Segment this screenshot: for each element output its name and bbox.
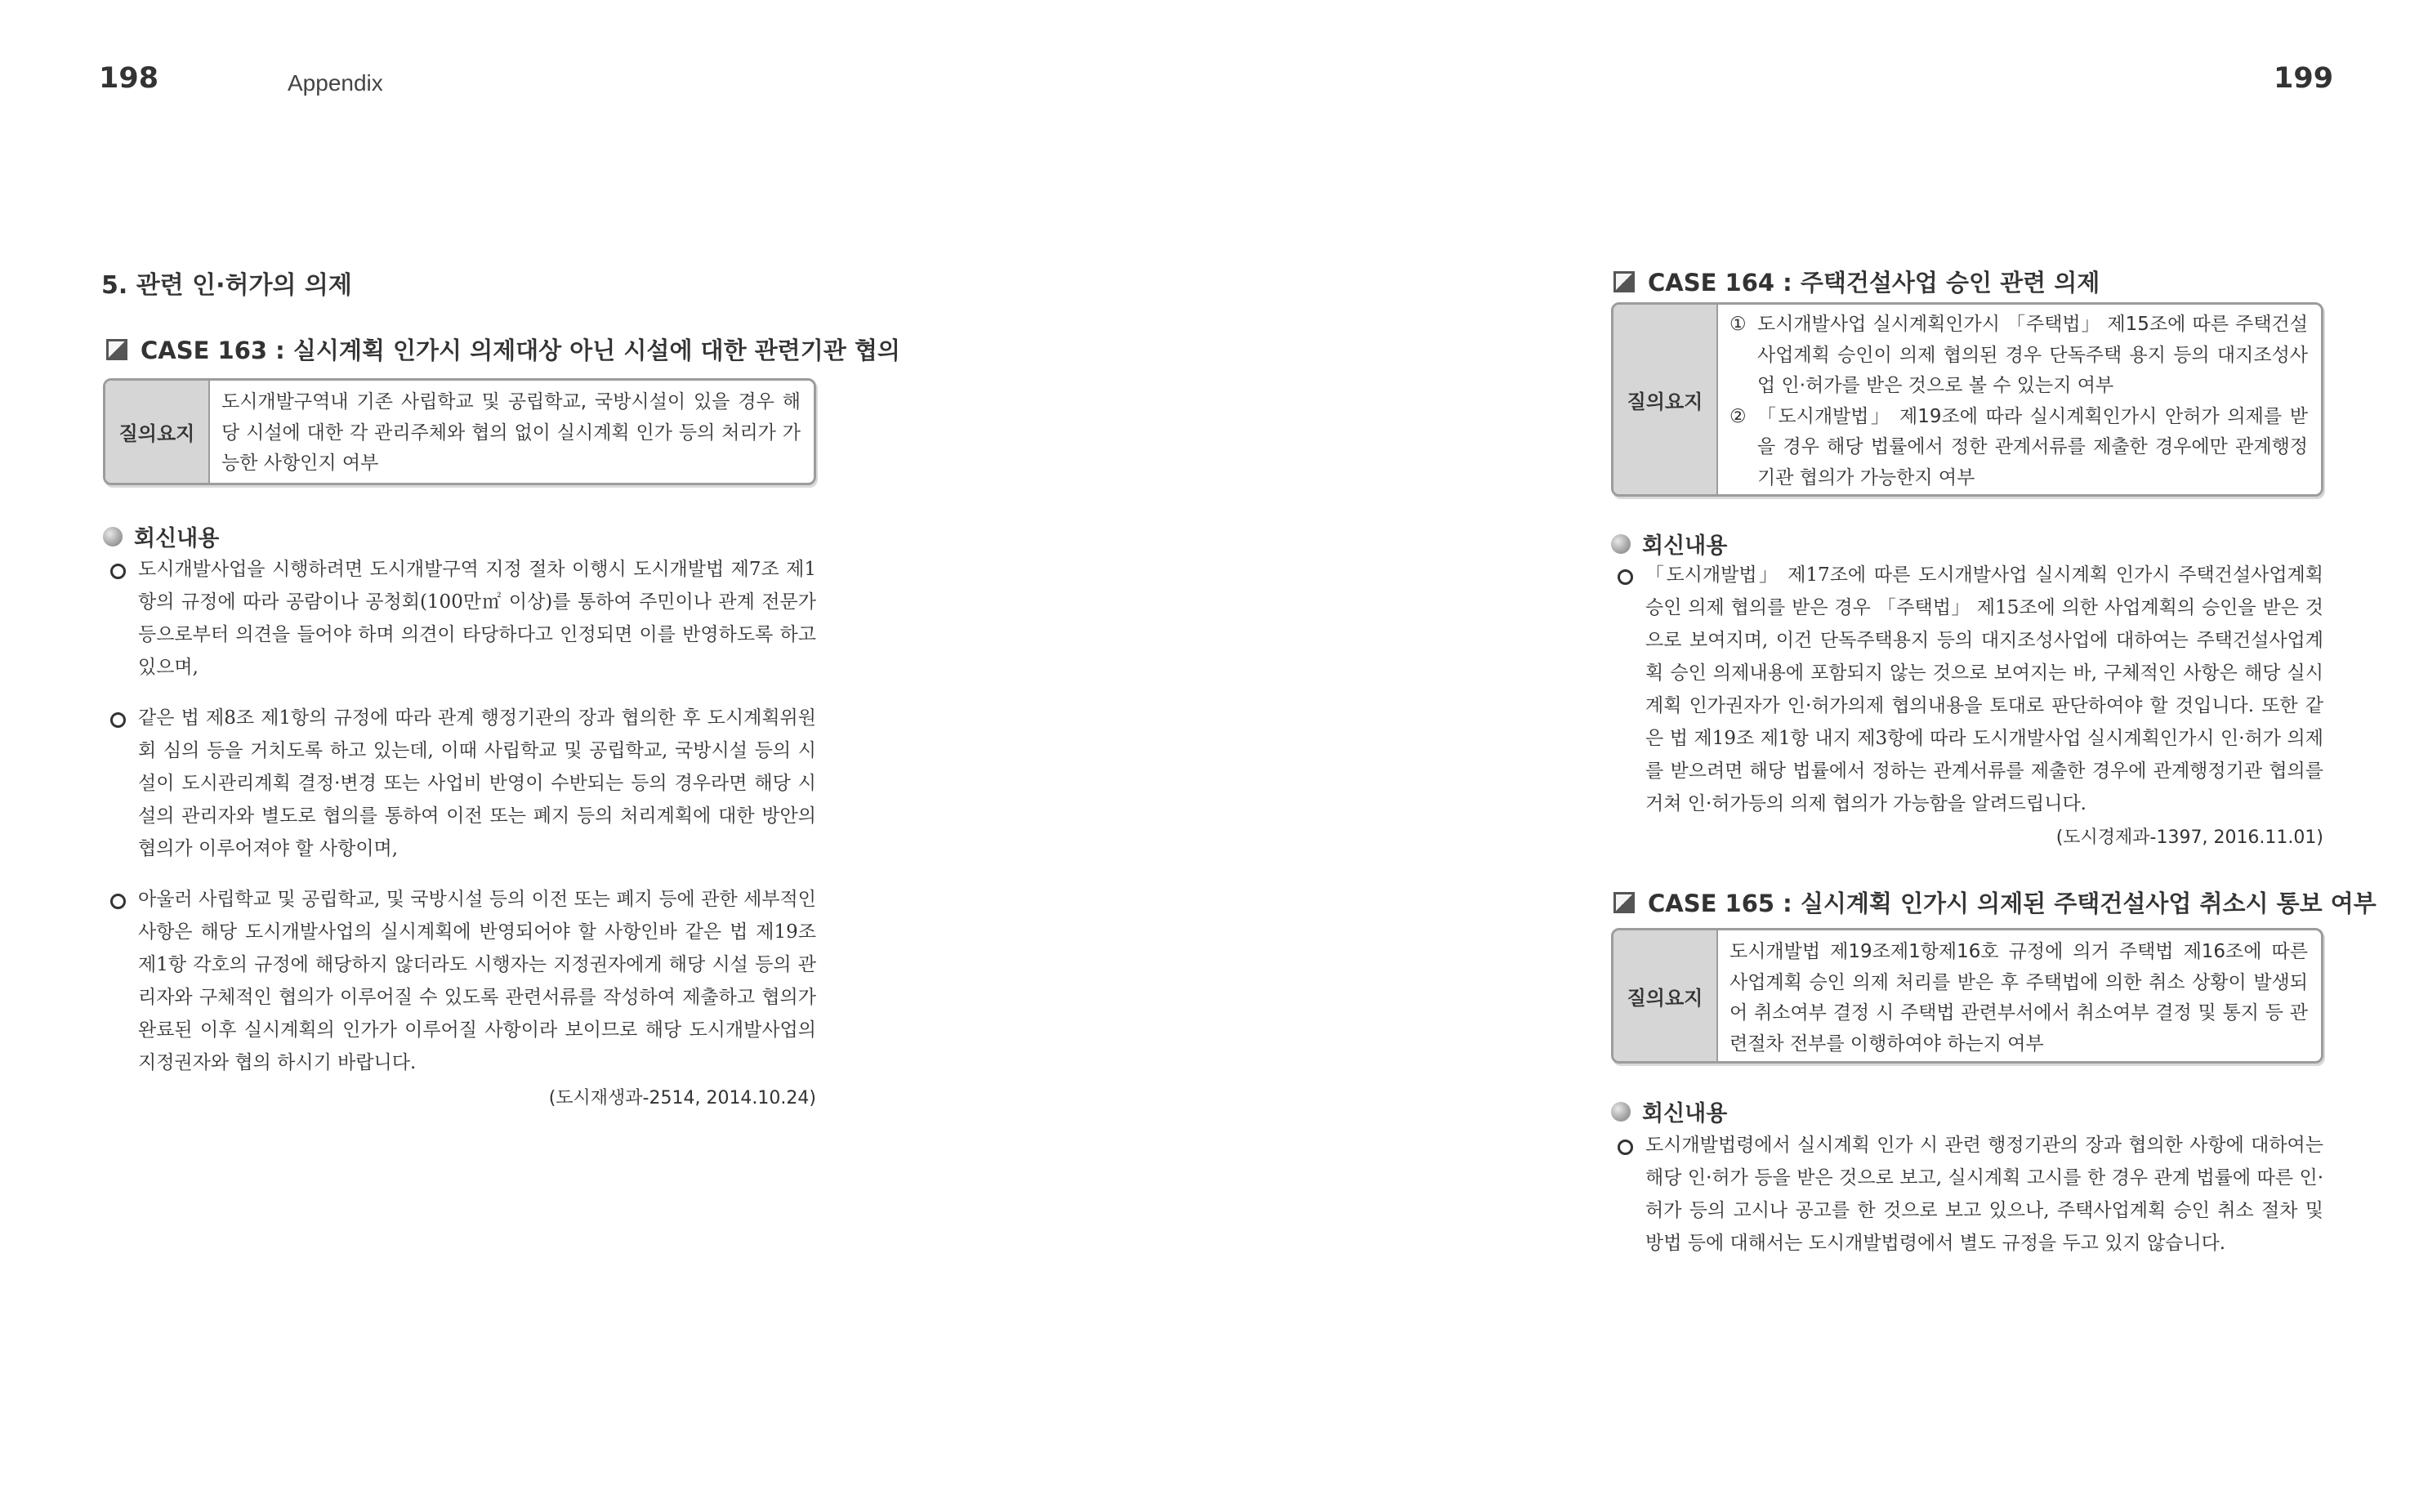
- paragraph-text: 「도시개발법」 제17조에 따른 도시개발사업 실시계획 인가시 주택건설사업계획 승인 의제 협의를 받은 경우 「주택법」 제15조에 의한 사업계획의 승인을 받은 것으로 보여지며, 이건 단독주택용지 등의 대지조성사업에 대하여는 주택건설사업계획 승인 의제내용에 포함되지 않는 것으로 보여지는 바, 구체적인 사항은 해당 실시계획 인가권자가 인·허가의제 협의내용을 토대로 판단하여야 할 것입니다. 또한 같은 법 제19조 제1항 내지 제3항에 따라 도시개발사업 실시계획인가시 인·허가 의제를 받으려면 해당 법률에서 정하는 관계서류를 제출한 경우에 관계행정기관 협의를 거쳐 인·허가등의 의제 협의가 가능함을 알려드립니다.: [1645, 564, 2323, 814]
- case-163-reply-body: [110, 553, 816, 1109]
- case-163-title-text: CASE 163 : 실시계획 인가시 의제대상 아닌 시설에 대한 관련기관 협의: [141, 337, 900, 364]
- case-164-reply-heading: [1611, 528, 1727, 560]
- question-item: [1729, 310, 2308, 402]
- case-icon: [1613, 892, 1635, 913]
- circle-bullet-icon: [110, 702, 138, 865]
- reply-bullet-icon: [1611, 1102, 1631, 1122]
- question-label: 질의요지: [1613, 305, 1718, 494]
- case-165-reply-body: [1618, 1129, 2323, 1260]
- circle-bullet-icon: [1618, 1129, 1645, 1260]
- question-label: 질의요지: [1613, 930, 1718, 1061]
- case-164-reply-body: [1618, 559, 2323, 849]
- case-163-question-text: 도시개발구역내 기존 사립학교 및 공립학교, 국방시설이 있을 경우 해당 시설에 대한 각 관리주체와 협의 없이 실시계획 인가 등의 처리가 가능한 사항인지 여부: [221, 391, 801, 474]
- case-163-question-box: [103, 378, 816, 485]
- case-163-reply-heading: [103, 520, 219, 552]
- question-item-text: 도시개발사업 실시계획인가시 「주택법」 제15조에 따른 주택건설사업계획 승인이 의제 협의된 경우 단독주택 용지 등의 대지조성사업 인·허가를 받은 것으로 볼 수 있는지 여부: [1757, 314, 2308, 396]
- circle-bullet-icon: [110, 883, 138, 1079]
- reply-bullet-icon: [103, 527, 123, 546]
- question-item: [1729, 402, 2308, 494]
- case-165-reply-heading: [1611, 1095, 1727, 1127]
- circle-bullet-icon: [1618, 559, 1645, 820]
- question-item-number: ①: [1729, 314, 1747, 335]
- left-page-number: 198: [99, 62, 159, 95]
- case-icon: [1613, 271, 1635, 292]
- reply-label: 회신내용: [1642, 533, 1728, 559]
- reply-paragraph: [1618, 1129, 2323, 1260]
- paragraph-text: 도시개발사업을 시행하려면 도시개발구역 지정 절차 이행시 도시개발법 제7조 제1항의 규정에 따라 공람이나 공청회(100만㎡ 이상)를 통하여 주민이나 관계 전문가 등으로부터 의견을 들어야 하며 의견이 타당하다고 인정되면 이를 반영하도록 하고 있으며,: [138, 559, 816, 678]
- question-label: 질의요지: [105, 381, 210, 483]
- case-164-question-box: [1611, 302, 2323, 497]
- reply-paragraph: [110, 553, 816, 684]
- paragraph-text: 같은 법 제8조 제1항의 규정에 따라 관계 행정기관의 장과 협의한 후 도시계획위원회 심의 등을 거치도록 하고 있는데, 이때 사립학교 및 공립학교, 국방시설 등의 시설이 도시관리계획 결정·변경 또는 사업비 반영이 수반되는 등의 경우라면 해당 시설의 관리자와 별도로 협의를 통하여 이전 또는 폐지 등의 처리계획에 대한 방안의 협의가 이루어져야 할 사항이며,: [138, 707, 816, 859]
- right-page-number: 199: [2274, 62, 2334, 95]
- reply-paragraph: [110, 883, 816, 1079]
- running-head: Appendix: [288, 70, 383, 96]
- reply-paragraph: [1618, 559, 2323, 820]
- reply-bullet-icon: [1611, 534, 1631, 554]
- case-165-title-text: CASE 165 : 실시계획 인가시 의제된 주택건설사업 취소시 통보 여부: [1648, 890, 2377, 917]
- paragraph-text: 도시개발법령에서 실시계획 인가 시 관련 행정기관의 장과 협의한 사항에 대하여는 해당 인·허가 등을 받은 것으로 보고, 실시계획 고시를 한 경우 관계 법률에 따른 인·허가 등의 고시나 공고를 한 것으로 보고 있으나, 주택사업계획 승인 취소 절차 및 방법 등에 대해서는 도시개발법령에서 별도 규정을 두고 있지 않습니다.: [1645, 1135, 2323, 1254]
- reply-label: 회신내용: [134, 526, 220, 551]
- case-165-question-box: [1611, 928, 2323, 1064]
- case-164-title-text: CASE 164 : 주택건설사업 승인 관련 의제: [1648, 269, 2100, 297]
- question-item-text: 「도시개발법」 제19조에 따라 실시계획인가시 안허가 의제를 받을 경우 해당 법률에서 정한 관계서류를 제출한 경우에만 관계행정기관 협의가 가능한지 여부: [1757, 405, 2308, 488]
- case-163-title: [106, 332, 900, 366]
- paragraph-text: 아울러 사립학교 및 공립학교, 및 국방시설 등의 이전 또는 폐지 등에 관한 세부적인 사항은 해당 도시개발사업의 실시계획에 반영되어야 할 사항인바 같은 법 제19조 제1항 각호의 규정에 해당하지 않더라도 시행자는 지정권자에게 해당 시설 등의 관리자와 구체적인 협의가 이루어질 수 있도록 관련서류를 작성하여 제출하고 협의가 완료된 이후 실시계획의 인가가 이루어질 사항이라 보이므로 해당 도시개발사업의 지정권자와 협의 하시기 바랍니다.: [138, 889, 816, 1073]
- case-165-question-text: 도시개발법 제19조제1항제16호 규정에 의거 주택법 제16조에 따른 사업계획 승인 의제 처리를 받은 후 주택법에 의한 취소 상황이 발생되어 취소여부 결정 시 주택법 관련부서에서 취소여부 결정 및 통지 등 관련절차 전부를 이행하여야 하는지 여부: [1729, 941, 2308, 1055]
- circle-bullet-icon: [110, 553, 138, 684]
- case-164-citation: (도시경제과-1397, 2016.11.01): [2055, 827, 2323, 848]
- case-164-question-list: [1718, 305, 2321, 494]
- question-item-number: ②: [1729, 405, 1747, 427]
- case-164-title: [1613, 265, 2100, 298]
- case-icon: [106, 339, 127, 360]
- case-163-citation: (도시재생과-2514, 2014.10.24): [548, 1088, 816, 1108]
- section-title: 5. 관련 인·허가의 의제: [101, 271, 352, 300]
- case-165-title: [1613, 885, 2377, 919]
- reply-paragraph: [110, 702, 816, 865]
- reply-label: 회신내용: [1642, 1101, 1728, 1126]
